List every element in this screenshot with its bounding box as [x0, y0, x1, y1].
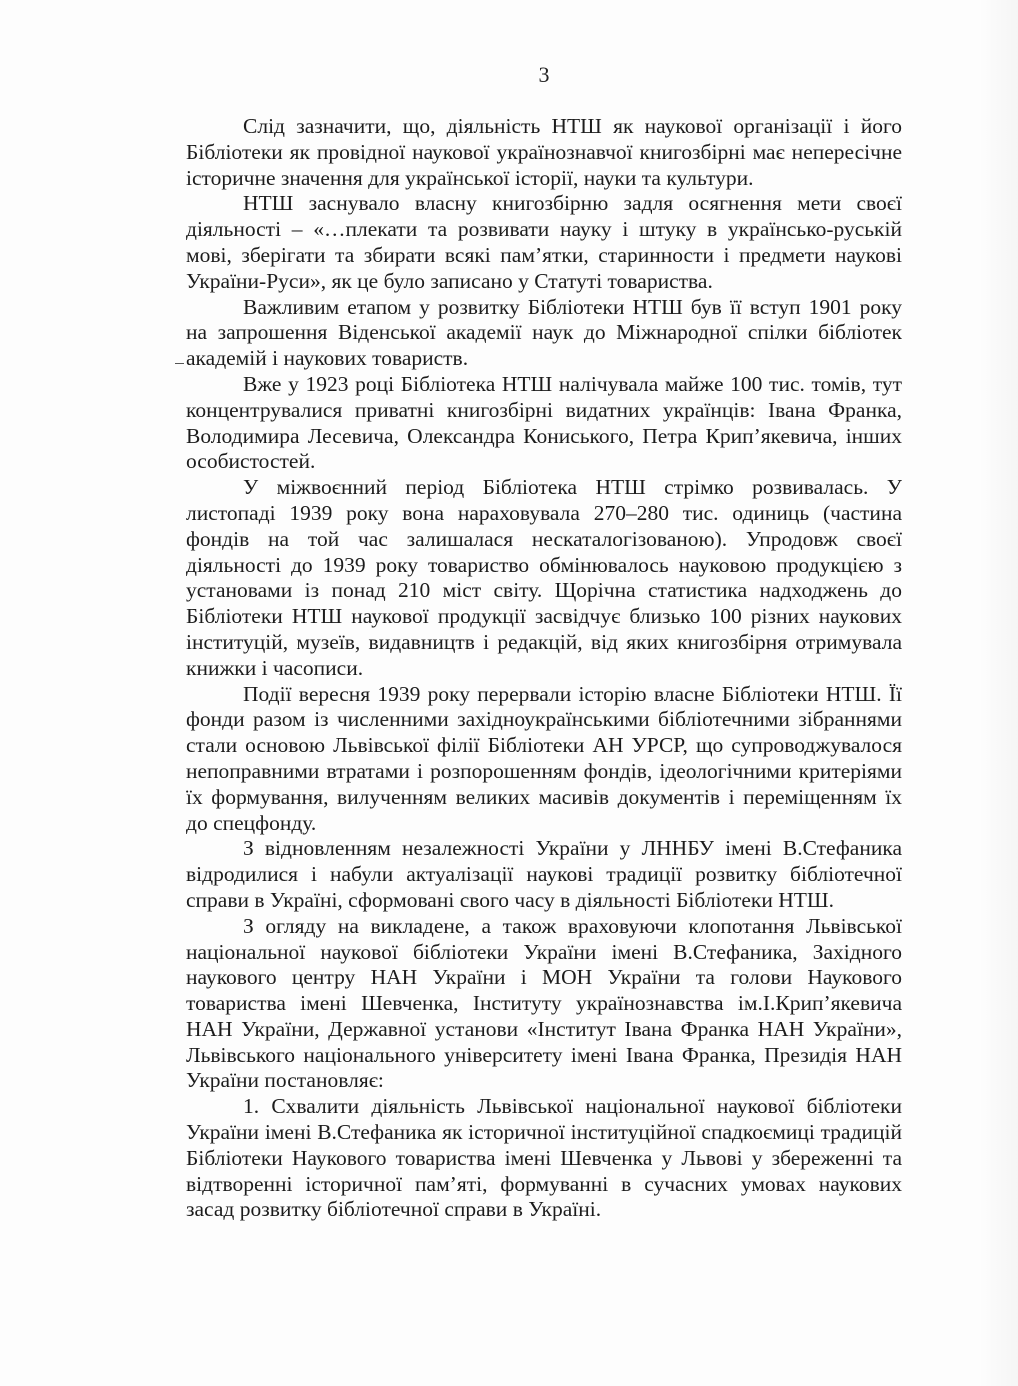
scan-edge-shadow	[978, 0, 1018, 1386]
paragraph-1923: Вже у 1923 році Бібліотека НТШ налічувала майже 100 тис. томів, тут концентрувалися приватні книгозбірні видатних українців: Івана Франка, Володимира Лесевича, Олександра Кониського, Петра Крип’якевича, інших особистостей.	[186, 371, 902, 474]
paragraph-founding: НТШ заснувало власну книгозбірню задля осягнення мети своєї діяльності – «…плекати та розвивати науку і штуку в українсько-руській мові, зберігати та збирати всякі пам’ятки, старинности і предмети наукові України-Руси», як це було записано у Статуті товариства.	[186, 191, 902, 293]
margin-mark	[175, 363, 184, 364]
paragraph-independence: З відновленням незалежності України у ЛННБУ імені В.Стефаника відродилися і набули актуалізації наукові традиції розвитку бібліотечної справи в Україні, сформовані свого часу в діяльності Бібліотеки НТШ.	[186, 836, 902, 912]
paragraph-1939: Події вересня 1939 року перервали історію власне Бібліотеки НТШ. Її фонди разом із численними західноукраїнськими бібліотечними зібраннями стали основою Львівської філії Бібліотеки АН УРСР, що супроводжувалося непоправними втратами і розпорошенням фондів, ідеологічними критеріями їх формування, вилученням великих масивів документів і переміщенням їх до спецфонду.	[186, 681, 902, 835]
page-number: 3	[538, 62, 550, 87]
paragraph-resolution-intro: З огляду на викладене, а також враховуючи клопотання Львівської національної наукової бібліотеки України імені В.Стефаника, Західного наукового центру НАН України і МОН України та голови Наукового товариства імені Шевченка, Інституту українознавства ім.І.Крип’якевича НАН України, Державної установи «Інститут Івана Франка НАН України», Львівського національного університету імені Івана Франка, Президія НАН України постановляє:	[186, 913, 902, 1093]
paragraph-interwar: У міжвоєнний період Бібліотека НТШ стрімко розвивалась. У листопаді 1939 року вона нараховувала 270–280 тис. одиниць (частина фондів на той час залишалася нескаталогізованою). Упродовж своєї діяльності до 1939 року товариство обмінювалось науковою продукцією з установами із понад 210 міст світу. Щорічна статистика надходжень до Бібліотеки НТШ наукової продукції засвідчує близько 100 різних наукових інституцій, музеїв, видавництв і редакцій, від яких книгозбірня отримувала книжки і часописи.	[186, 475, 902, 680]
document-body	[186, 114, 902, 1223]
paragraph-resolution-item-1: 1. Схвалити діяльність Львівської національної наукової бібліотеки України імені В.Стефаника як історичної інституційної спадкоємиці традицій Бібліотеки Наукового товариства імені Шевченка у Львові у збереженні та відтворенні історичної пам’яті, формуванні в сучасних умовах наукових засад розвитку бібліотечної справи в Україні.	[186, 1094, 902, 1222]
paragraph-1901: Важливим етапом у розвитку Бібліотеки НТШ був її вступ 1901 року на запрошення Віденської академії наук до Міжнародної спілки бібліотек академій і наукових товариств.	[186, 294, 902, 371]
paragraph-significance: Слід зазначити, що, діяльність НТШ як наукової організації і його Бібліотеки як провідної наукової українознавчої книгозбірні має непересічне історичне значення для української історії, науки та культури.	[186, 114, 902, 190]
